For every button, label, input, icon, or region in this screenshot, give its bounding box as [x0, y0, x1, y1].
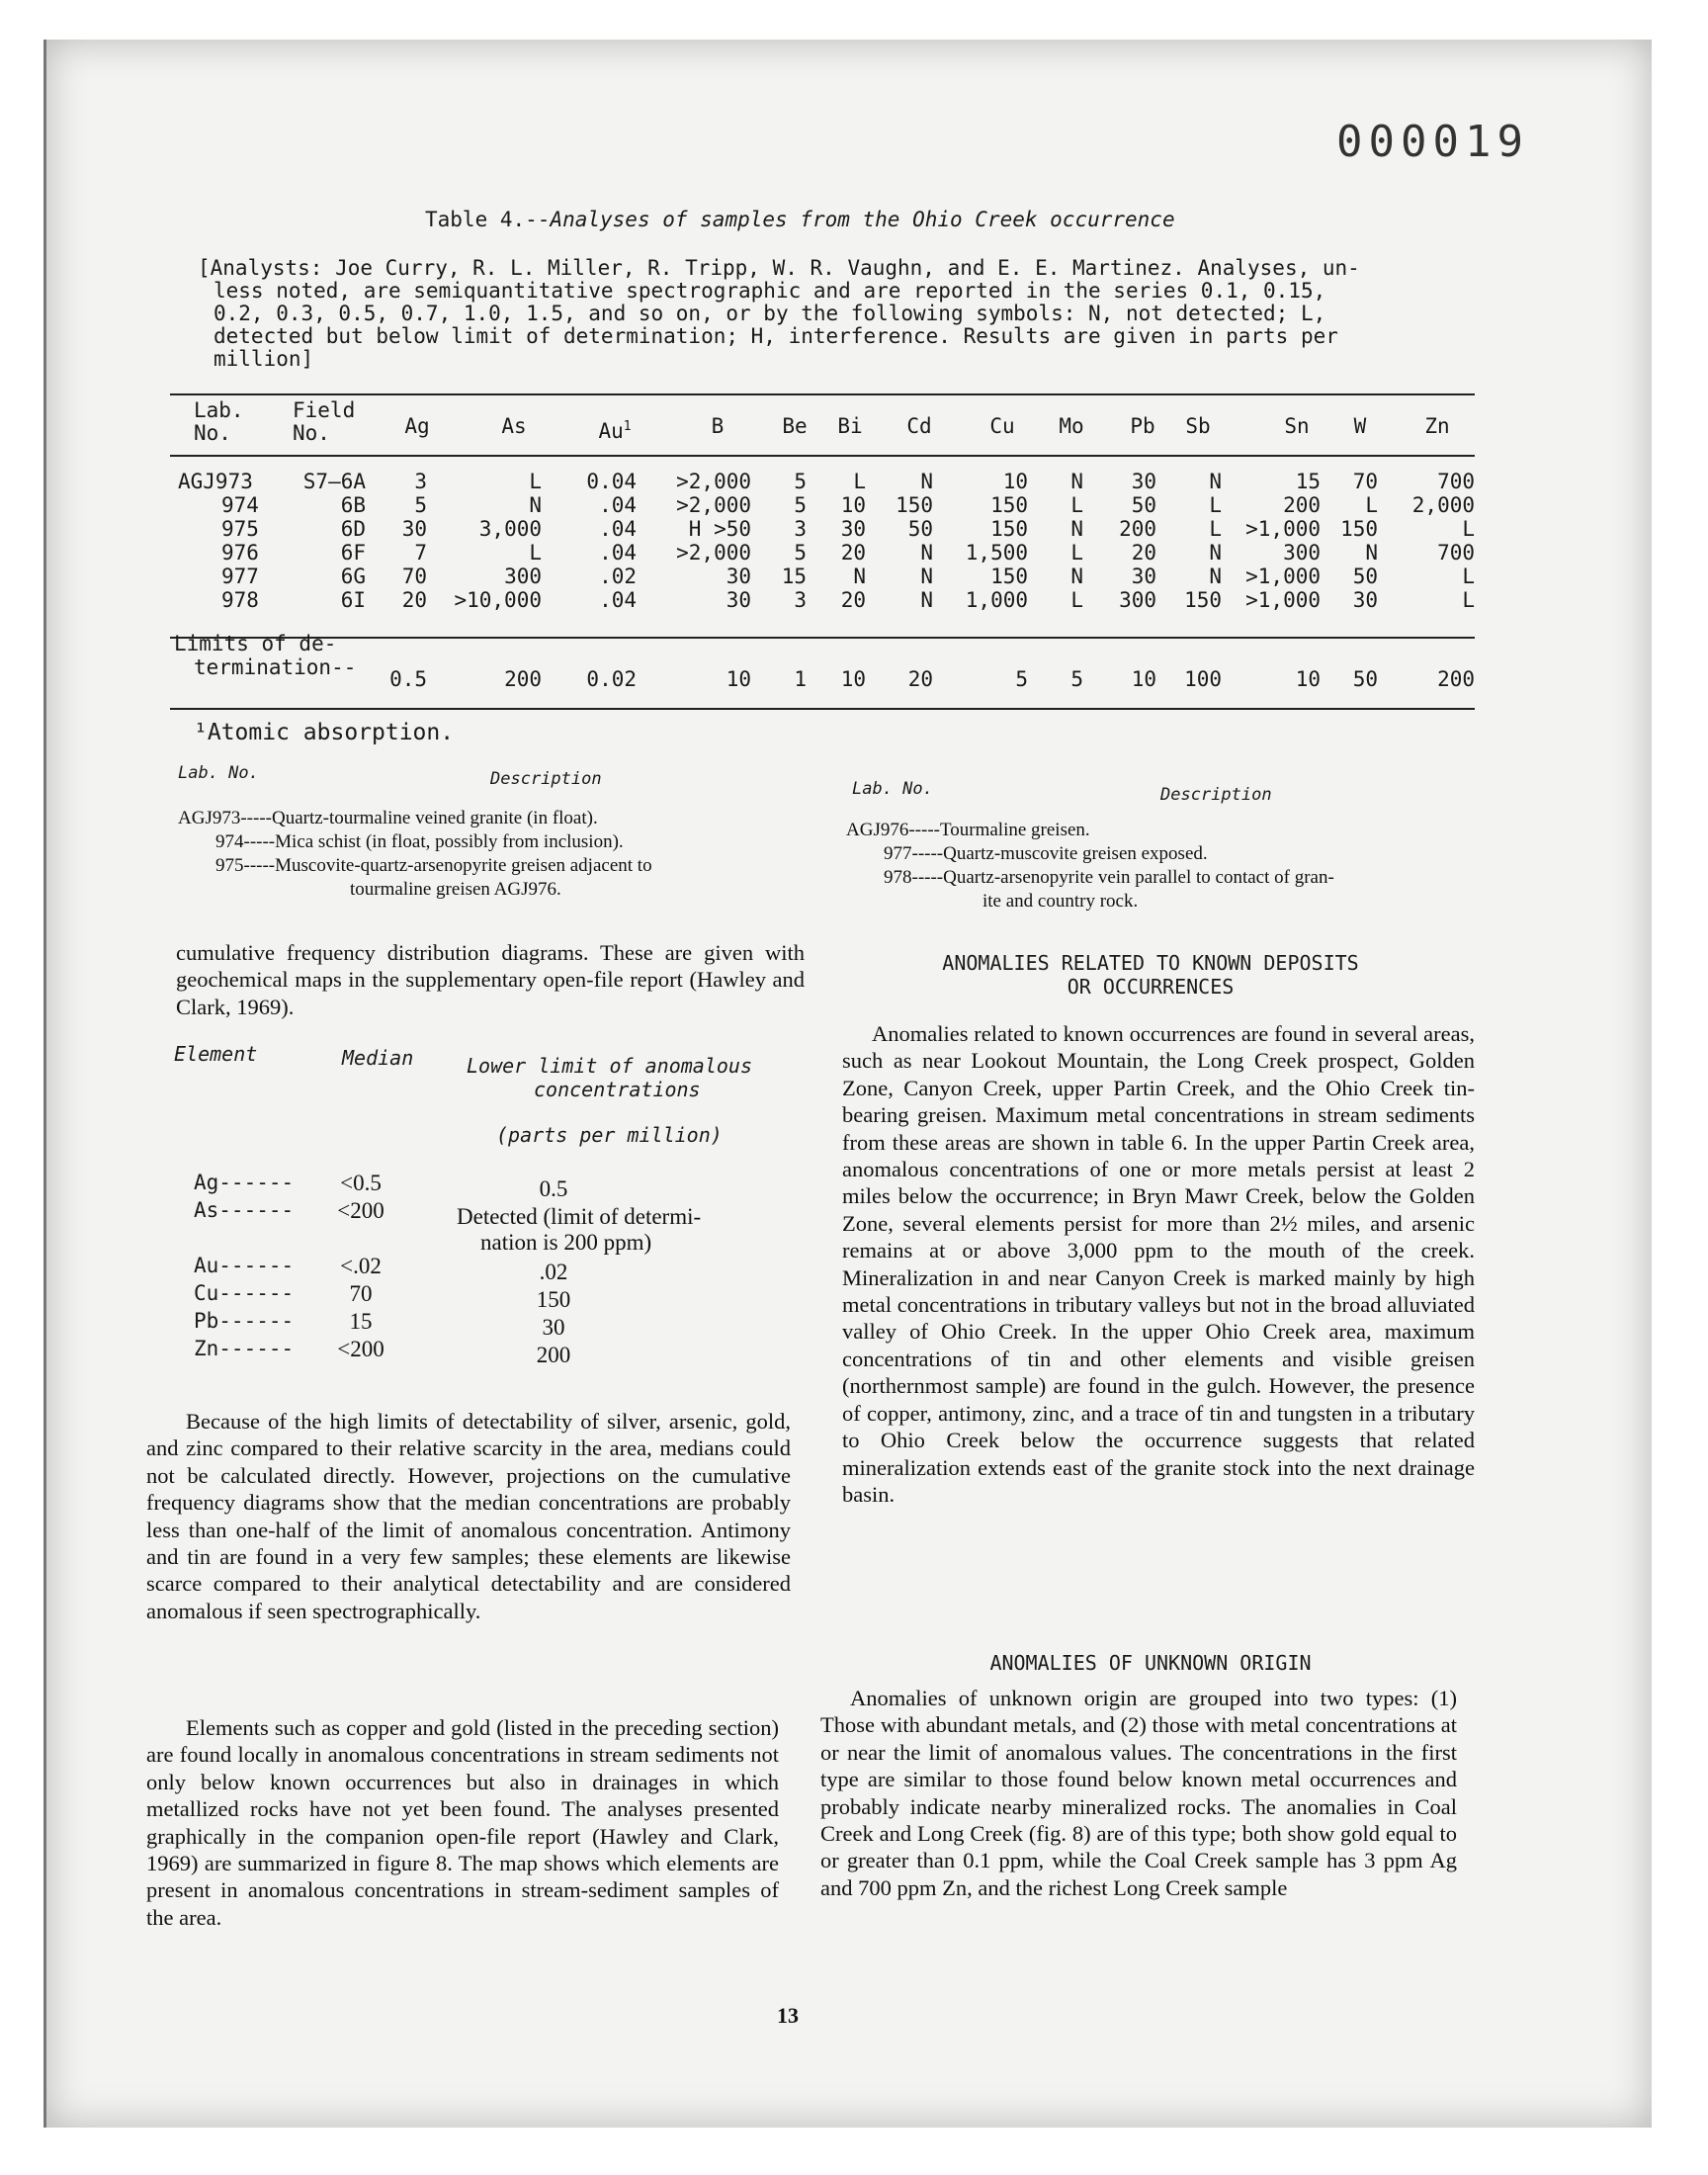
table-cell: 700	[1437, 470, 1475, 493]
desc-entry	[178, 807, 598, 829]
row-field-no: 6F	[340, 541, 366, 565]
document-id-stamp: 000019	[1336, 117, 1529, 167]
limit-cell: 20	[907, 667, 933, 691]
table-headnote	[198, 257, 1473, 371]
table-cell: 300	[1119, 588, 1156, 612]
col-header-label: Cd	[906, 414, 932, 438]
headnote-line: million]	[214, 347, 314, 371]
limit-cell: 10	[840, 667, 866, 691]
limit-cell: 1	[794, 667, 807, 691]
row-lab-no: 974	[221, 493, 259, 517]
median-head-element: Element	[174, 1042, 258, 1066]
median-value: <0.5	[340, 1171, 382, 1195]
table-cell: 10	[840, 493, 866, 517]
col-header	[575, 415, 654, 443]
row-field-no: 6I	[340, 588, 366, 612]
col-header-label: Ag	[404, 414, 430, 438]
limit-cell: 50	[1352, 667, 1378, 691]
table-cell: >2,000	[676, 470, 751, 493]
table-cell: 200	[1283, 493, 1321, 517]
desc-lab: 974-----	[215, 831, 276, 852]
table-title-italic: Analyses of samples from the Ohio Creek occurrence	[550, 208, 1175, 231]
table-cell: 20	[840, 541, 866, 565]
table-cell: L	[1070, 493, 1083, 517]
table-cell: 30	[1352, 588, 1378, 612]
desc-entry-cont: tourmaline greisen AGJ976.	[350, 879, 561, 900]
table-cell: 150	[990, 517, 1028, 541]
heading-anomalies-known-line-1: ANOMALIES RELATED TO KNOWN DEPOSITS	[942, 951, 1359, 975]
table-title-prefix: Table 4.--	[425, 208, 551, 231]
desc-head-desc-left: Description	[490, 769, 602, 789]
table-cell: H >50	[688, 517, 751, 541]
headnote-line: [Analysts: Joe Curry, R. L. Miller, R. Tripp, W. R. Vaughn, and E. E. Martinez. Analyses, un-	[198, 256, 1360, 280]
desc-lab: AGJ973-----	[178, 808, 272, 828]
table-cell: 30	[1131, 565, 1156, 588]
row-lab-no: AGJ973	[178, 470, 253, 493]
desc-head-lab-left: Lab. No.	[178, 763, 259, 783]
median-lower-limit: .02	[539, 1260, 568, 1284]
limit-cell: 10	[1131, 667, 1156, 691]
table-cell: N	[920, 565, 933, 588]
col-header	[1398, 415, 1477, 438]
left-paragraph-3-text: Elements such as copper and gold (listed in the preceding section) are found locally in anomalous concentrations in stream sediments not only below known occurrences but also in drainages in which metallized rocks have not yet been found. The analyses presented graphically in the companion open-file report (Hawley and Clark, 1969) are summarized in figure 8. The map shows which elements are present in anomalous concentrations in stream-sediment samples of the area.	[146, 1715, 779, 1930]
limit-cell: 5	[1015, 667, 1028, 691]
table-cell: >1,000	[1245, 588, 1321, 612]
row-field-no: 6B	[340, 493, 366, 517]
table-cell: 30	[1131, 470, 1156, 493]
col-header	[880, 415, 959, 438]
median-value: 15	[349, 1309, 373, 1334]
table-cell: 2,000	[1411, 493, 1475, 517]
table-cell: 30	[840, 517, 866, 541]
table-cell: >10,000	[454, 588, 542, 612]
col-header	[963, 415, 1042, 438]
limit-cell: 10	[726, 667, 751, 691]
table-cell: .04	[599, 541, 637, 565]
col-header-label: B	[711, 414, 725, 438]
col-header-label: Mo	[1059, 414, 1084, 438]
table-cell: N	[920, 588, 933, 612]
median-element: As------	[194, 1198, 295, 1222]
col-header-label: Sb	[1185, 414, 1211, 438]
table-cell: L	[1209, 517, 1222, 541]
col-header-lab-top: Lab.	[194, 398, 244, 422]
table-cell: 3	[794, 517, 807, 541]
desc-entry	[884, 866, 1334, 889]
table-cell: >2,000	[676, 541, 751, 565]
left-paragraph-3	[146, 1714, 779, 1931]
col-header-label: Sn	[1284, 414, 1310, 438]
left-paragraph-1-text: cumulative frequency distribution diagrams. These are given with geochemical maps in the supplementary open-file report (Hawley and Clark, 1969).	[176, 940, 805, 1019]
right-paragraph-2	[820, 1685, 1457, 1901]
table-cell: 200	[1119, 517, 1156, 541]
desc-lab: 978-----	[884, 867, 944, 888]
left-paragraph-1	[176, 939, 805, 1020]
desc-entry	[884, 842, 1208, 865]
desc-text: Quartz-arsenopyrite vein parallel to contact of gran-	[943, 867, 1334, 888]
right-paragraph-1-text: Anomalies related to known occurrences are found in several areas, such as near Lookout Mountain, the Long Creek prospect, Golden Zone, Canyon Creek, upper Partin Creek, and the Ohio Creek tin-bearing greisen. Maximum metal concentrations in stream sediments from these areas are shown in table 6. In the upper Partin Creek area, anomalous concentrations of one or more metals persist at least 2 miles below the occurrence; in Bryn Mawr Creek, below the Golden Zone, several elements persist for more than 2½ miles, and arsenic remains at or above 3,000 ppm to the mouth of the creek. Mineralization in and near Canyon Creek is marked mainly by high metal concentrations in tributary valleys but not in the broad alluviated valley of Ohio Creek. In the upper Ohio Creek area, maximum concentrations of tin and other elements and visible greisen (northernmost sample) are found in the gulch. However, the presence of copper, antimony, zinc, and a trace of tin and tungsten in a tributary to Ohio Creek below the occurrence suggests that related mineralization extends east of the granite stock into the next drainage basin.	[842, 1021, 1475, 1507]
table-cell: 30	[726, 588, 751, 612]
table-cell: 3	[414, 470, 427, 493]
right-paragraph-1	[842, 1020, 1475, 1508]
limit-cell: 0.02	[586, 667, 637, 691]
col-header-label: Pb	[1130, 414, 1155, 438]
table-cell: .04	[599, 588, 637, 612]
limit-cell: 5	[1070, 667, 1083, 691]
table-cell: 20	[401, 588, 427, 612]
table-cell: L	[1070, 588, 1083, 612]
median-element: Cu------	[194, 1281, 295, 1305]
table-cell: N	[529, 493, 542, 517]
table-cell: L	[1462, 588, 1475, 612]
median-head-median: Median	[342, 1046, 414, 1070]
median-as-cont: nation is 200 ppm)	[480, 1230, 652, 1255]
limit-cell: 200	[504, 667, 542, 691]
table-cell: N	[920, 470, 933, 493]
col-header-label: Be	[782, 414, 808, 438]
limit-cell: 10	[1295, 667, 1321, 691]
table-cell: N	[1070, 517, 1083, 541]
median-element: Au------	[194, 1254, 295, 1277]
col-header-field-bottom: No.	[293, 421, 330, 445]
desc-lab: 975-----	[215, 855, 276, 876]
desc-text: Tourmaline greisen.	[939, 820, 1090, 840]
heading-anomalies-known	[868, 951, 1433, 999]
col-header-label: W	[1353, 414, 1367, 438]
table-bottom-rule	[170, 708, 1475, 710]
table-cell: .02	[599, 565, 637, 588]
table-cell: 150	[1340, 517, 1378, 541]
col-header	[811, 415, 890, 438]
table-cell: 20	[840, 588, 866, 612]
table-cell: 300	[504, 565, 542, 588]
table-cell: .04	[599, 517, 637, 541]
left-paragraph-2-text: Because of the high limits of detectability of silver, arsenic, gold, and zinc compared to their relative scarcity in the area, medians could not be calculated directly. However, projections on the cumulative frequency diagrams show that the median concentrations are probably less than one-half of the limit of anomalous concentration. Antimony and tin are found in a very few samples; these elements are likewise scarce compared to their analytical detectability and are considered anomalous if seen spectrographically.	[146, 1409, 791, 1623]
table-cell: N	[920, 541, 933, 565]
limits-label-2: termination--	[194, 655, 357, 679]
page-number: 13	[777, 2003, 799, 2028]
table-cell: L	[529, 470, 542, 493]
median-head-lower-2: concentrations	[534, 1078, 701, 1101]
desc-lab: 977-----	[884, 843, 944, 864]
desc-head-desc-right: Description	[1160, 785, 1272, 805]
median-lower-limit: 30	[542, 1315, 565, 1340]
table-cell: L	[529, 541, 542, 565]
table-cell: N	[853, 565, 866, 588]
row-field-no: 6D	[340, 517, 366, 541]
col-header-label: Cu	[989, 414, 1015, 438]
table-cell: 20	[1131, 541, 1156, 565]
table-cell: 50	[907, 517, 933, 541]
desc-text: Quartz-muscovite greisen exposed.	[943, 843, 1208, 864]
limits-label-1: Limits of de-	[174, 632, 337, 655]
table-cell: 10	[1002, 470, 1028, 493]
table-cell: 5	[414, 493, 427, 517]
table-cell: 1,500	[965, 541, 1028, 565]
table-cell: >2,000	[676, 493, 751, 517]
desc-entry	[846, 819, 1090, 841]
median-lower-limit: 150	[536, 1287, 571, 1312]
table-cell: N	[1365, 541, 1378, 565]
desc-entry	[215, 830, 624, 853]
col-header-lab-bottom: No.	[194, 421, 231, 445]
table-cell: 1,000	[965, 588, 1028, 612]
table-cell: 300	[1283, 541, 1321, 565]
table-cell: N	[1209, 470, 1222, 493]
limit-cell: 100	[1184, 667, 1222, 691]
col-header-label: Bi	[837, 414, 863, 438]
table-cell: L	[1462, 517, 1475, 541]
col-header	[678, 415, 757, 438]
row-field-no: S7—6A	[302, 470, 366, 493]
col-header	[1321, 415, 1400, 438]
median-element: Pb------	[194, 1309, 295, 1333]
table-cell: L	[1209, 493, 1222, 517]
table-cell: 70	[1352, 470, 1378, 493]
median-head-lower-1: Lower limit of anomalous	[467, 1054, 752, 1078]
col-header	[1032, 415, 1111, 438]
desc-entry-cont: ite and country rock.	[982, 891, 1139, 912]
row-lab-no: 978	[221, 588, 259, 612]
headnote-line: less noted, are semiquantitative spectrographic and are reported in the series 0.1, 0.15,	[214, 279, 1326, 303]
table-cell: 70	[401, 565, 427, 588]
desc-text: Quartz-tourmaline veined granite (in float).	[271, 808, 598, 828]
table-cell: N	[1070, 470, 1083, 493]
table-cell: L	[853, 470, 866, 493]
headnote-line: 0.2, 0.3, 0.5, 0.7, 1.0, 1.5, and so on, or by the following symbols: N, not detected; L,	[214, 302, 1326, 325]
table-cell: 15	[781, 565, 807, 588]
table-cell: 0.04	[586, 470, 637, 493]
median-element: Zn------	[194, 1337, 295, 1360]
limit-cell: 200	[1437, 667, 1475, 691]
table-cell: 5	[794, 493, 807, 517]
row-field-no: 6G	[340, 565, 366, 588]
table-cell: 50	[1352, 565, 1378, 588]
median-element: Ag------	[194, 1171, 295, 1194]
col-header-field	[293, 399, 355, 445]
median-lower-limit: 200	[536, 1343, 571, 1367]
table-cell: 7	[414, 541, 427, 565]
median-lower-limit: Detected (limit of determi-	[457, 1204, 702, 1229]
median-value: <200	[337, 1198, 384, 1223]
table-cell: 30	[401, 517, 427, 541]
desc-text: Muscovite-quartz-arsenopyrite greisen adjacent to	[275, 855, 652, 876]
median-lower-limit: 0.5	[539, 1176, 568, 1201]
table-cell: >1,000	[1245, 565, 1321, 588]
table-cell: N	[1070, 565, 1083, 588]
table-cell: L	[1365, 493, 1378, 517]
table-cell: N	[1209, 541, 1222, 565]
heading-anomalies-known-line-2: OR OCCURRENCES	[1067, 975, 1235, 999]
table-header-rule	[170, 455, 1475, 457]
table-cell: 3	[794, 588, 807, 612]
table-cell: 150	[990, 565, 1028, 588]
desc-entry	[215, 854, 652, 877]
table-footnote: ¹Atomic absorption.	[194, 720, 455, 745]
median-value: <.02	[340, 1254, 382, 1278]
row-lab-no: 975	[221, 517, 259, 541]
median-value: <200	[337, 1337, 384, 1361]
table-body-rule	[170, 637, 1475, 639]
col-header-label: Au	[598, 419, 624, 443]
table-cell: 30	[726, 565, 751, 588]
median-head-units: (parts per million)	[496, 1123, 723, 1147]
table-cell: 3,000	[478, 517, 542, 541]
table-cell: .04	[599, 493, 637, 517]
table-cell: N	[1209, 565, 1222, 588]
table-cell: 150	[1184, 588, 1222, 612]
col-header-field-top: Field	[293, 398, 356, 422]
table-cell: 150	[896, 493, 933, 517]
table-cell: L	[1070, 541, 1083, 565]
col-header-label: As	[501, 414, 527, 438]
col-header-lab	[194, 399, 244, 445]
left-paragraph-2	[146, 1408, 791, 1624]
table-top-rule	[170, 393, 1475, 395]
col-header-label: Zn	[1424, 414, 1450, 438]
desc-lab: AGJ976-----	[846, 820, 940, 840]
row-lab-no: 977	[221, 565, 259, 588]
table-cell: 5	[794, 541, 807, 565]
table-title	[425, 208, 1175, 231]
right-paragraph-2-text: Anomalies of unknown origin are grouped into two types: (1) Those with abundant metals, and (2) those with metal concentrations at or near the limit of anomalous values. The concentrations in the first type are similar to those found below known metal occurrences and probably indicate nearby mineralized rocks. The anomalies in Coal Creek and Long Creek (fig. 8) are of this type; both show gold equal to or greater than 0.1 ppm, while the Coal Creek sample has 3 ppm Ag and 700 ppm Zn, and the richest Long Creek sample	[820, 1686, 1457, 1900]
desc-text: Mica schist (in float, possibly from inclusion).	[275, 831, 624, 852]
table-cell: 15	[1295, 470, 1321, 493]
col-header	[474, 415, 554, 438]
heading-anomalies-unknown: ANOMALIES OF UNKNOWN ORIGIN	[989, 1651, 1312, 1675]
table-cell: >1,000	[1245, 517, 1321, 541]
table-cell: 700	[1437, 541, 1475, 565]
table-cell: L	[1462, 565, 1475, 588]
au-footnote-marker: 1	[623, 419, 632, 434]
median-value: 70	[349, 1281, 373, 1306]
table-cell: 50	[1131, 493, 1156, 517]
col-header	[378, 415, 457, 438]
table-cell: 5	[794, 470, 807, 493]
col-header	[1158, 415, 1238, 438]
row-lab-no: 976	[221, 541, 259, 565]
headnote-line: detected but below limit of determination; H, interference. Results are given in parts per	[214, 324, 1338, 348]
table-cell: 150	[990, 493, 1028, 517]
desc-head-lab-right: Lab. No.	[852, 779, 933, 799]
limit-cell: 0.5	[389, 667, 427, 691]
